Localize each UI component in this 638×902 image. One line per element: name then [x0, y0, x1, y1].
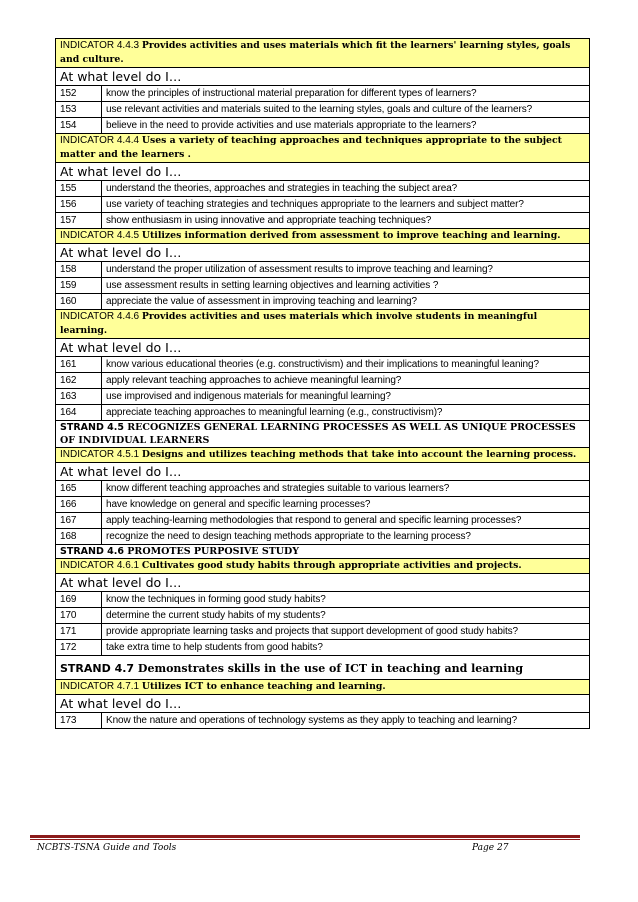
- item-text: determine the current study habits of my students?: [102, 608, 590, 624]
- table-row: [56, 181, 590, 197]
- item-text: use relevant activities and materials suited to the learning styles, goals and culture of the learners?: [102, 102, 590, 118]
- strand-description: PROMOTES PURPOSIVE STUDY: [127, 546, 300, 557]
- item-number: 167: [56, 513, 102, 529]
- indicator-cell: [56, 680, 590, 695]
- table-row: [56, 102, 590, 118]
- strand-row: [56, 545, 590, 559]
- table-row: [56, 118, 590, 134]
- assessment-page: [55, 38, 590, 729]
- item-text: believe in the need to provide activities and use materials appropriate to the learners?: [102, 118, 590, 134]
- indicator-cell: [56, 229, 590, 244]
- indicator-description: Uses a variety of teaching approaches and techniques appropriate to the subject matter and the learners .: [60, 135, 562, 160]
- table-row: [56, 357, 590, 373]
- level-question: At what level do I…: [56, 244, 590, 262]
- item-text: show enthusiasm in using innovative and appropriate teaching techniques?: [102, 213, 590, 229]
- item-text: understand the proper utilization of assessment results to improve teaching and learning?: [102, 262, 590, 278]
- table-row: [56, 197, 590, 213]
- item-text: know various educational theories (e.g. constructivism) and their implications to meaningful leaning?: [102, 357, 590, 373]
- item-text: have knowledge on general and specific learning processes?: [102, 497, 590, 513]
- table-row: [56, 640, 590, 656]
- item-text: appreciate the value of assessment in improving teaching and learning?: [102, 294, 590, 310]
- indicator-cell: [56, 39, 590, 68]
- table-row: [56, 713, 590, 729]
- item-text: provide appropriate learning tasks and projects that support development of good study habits?: [102, 624, 590, 640]
- strand-code: STRAND 4.5: [60, 422, 124, 433]
- table-row: [56, 86, 590, 102]
- level-question-row: [56, 339, 590, 357]
- indicator-row: [56, 559, 590, 574]
- item-text: use assessment results in setting learning objectives and learning activities ?: [102, 278, 590, 294]
- item-text: Know the nature and operations of technology systems as they apply to teaching and learning?: [102, 713, 590, 729]
- table-row: [56, 213, 590, 229]
- item-number: 162: [56, 373, 102, 389]
- item-text: recognize the need to design teaching methods appropriate to the learning process?: [102, 529, 590, 545]
- indicator-row: [56, 310, 590, 339]
- item-number: 155: [56, 181, 102, 197]
- indicator-row: [56, 680, 590, 695]
- indicator-cell: [56, 134, 590, 163]
- level-question-row: [56, 695, 590, 713]
- item-text: appreciate teaching approaches to meaningful learning (e.g., constructivism)?: [102, 405, 590, 421]
- strand-description: RECOGNIZES GENERAL LEARNING PROCESSES AS WELL AS UNIQUE PROCESSES OF INDIVIDUAL LEARNERS: [60, 422, 576, 446]
- strand-cell: [56, 421, 590, 448]
- indicator-row: [56, 134, 590, 163]
- table-row: [56, 373, 590, 389]
- item-number: 157: [56, 213, 102, 229]
- indicator-description: Provides activities and uses materials which fit the learners' learning styles, goals and culture.: [60, 40, 571, 65]
- indicator-description: Provides activities and uses materials which involve students in meaningful learning.: [60, 311, 538, 336]
- indicator-code: INDICATOR 4.4.5: [60, 230, 140, 241]
- level-question: At what level do I…: [56, 68, 590, 86]
- table-row: [56, 294, 590, 310]
- table-row: [56, 278, 590, 294]
- item-number: 170: [56, 608, 102, 624]
- indicator-code: INDICATOR 4.6.1: [60, 560, 140, 571]
- table-row: [56, 608, 590, 624]
- indicator-code: INDICATOR 4.4.3: [60, 40, 140, 51]
- level-question-row: [56, 244, 590, 262]
- item-number: 153: [56, 102, 102, 118]
- table-row: [56, 529, 590, 545]
- item-number: 172: [56, 640, 102, 656]
- indicator-code: INDICATOR 4.4.6: [60, 311, 140, 322]
- strand-description: Demonstrates skills in the use of ICT in teaching and learning: [137, 662, 524, 675]
- item-text: know the techniques in forming good study habits?: [102, 592, 590, 608]
- item-text: take extra time to help students from good habits?: [102, 640, 590, 656]
- indicator-description: Utilizes ICT to enhance teaching and learning.: [141, 681, 386, 692]
- level-question-row: [56, 574, 590, 592]
- table-row: [56, 405, 590, 421]
- item-number: 160: [56, 294, 102, 310]
- item-number: 159: [56, 278, 102, 294]
- indicator-row: [56, 448, 590, 463]
- item-number: 173: [56, 713, 102, 729]
- indicator-code: INDICATOR 4.7.1: [60, 681, 140, 692]
- strand-row: [56, 656, 590, 680]
- footer-rule-thin: [30, 839, 580, 840]
- table-row: [56, 624, 590, 640]
- footer-title: NCBTS-TSNA Guide and Tools: [37, 843, 177, 853]
- indicator-description: Utilizes information derived from assessment to improve teaching and learning.: [141, 230, 561, 241]
- indicator-cell: [56, 448, 590, 463]
- item-number: 164: [56, 405, 102, 421]
- item-number: 152: [56, 86, 102, 102]
- indicator-code: INDICATOR 4.4.4: [60, 135, 140, 146]
- strand-code: STRAND 4.7: [60, 662, 135, 675]
- item-text: know different teaching approaches and strategies suitable to various learners?: [102, 481, 590, 497]
- table-row: [56, 481, 590, 497]
- table-row: [56, 262, 590, 278]
- item-number: 154: [56, 118, 102, 134]
- indicator-row: [56, 39, 590, 68]
- level-question-row: [56, 463, 590, 481]
- item-number: 158: [56, 262, 102, 278]
- indicator-description: Designs and utilizes teaching methods that take into account the learning process.: [141, 449, 577, 460]
- item-number: 161: [56, 357, 102, 373]
- item-text: understand the theories, approaches and strategies in teaching the subject area?: [102, 181, 590, 197]
- level-question: At what level do I…: [56, 163, 590, 181]
- level-question: At what level do I…: [56, 463, 590, 481]
- indicator-table: [55, 38, 590, 729]
- item-number: 163: [56, 389, 102, 405]
- level-question-row: [56, 68, 590, 86]
- strand-cell: [56, 545, 590, 559]
- item-text: use improvised and indigenous materials for meaningful learning?: [102, 389, 590, 405]
- item-number: 168: [56, 529, 102, 545]
- strand-row: [56, 421, 590, 448]
- item-number: 169: [56, 592, 102, 608]
- indicator-table-body: [56, 39, 590, 729]
- item-text: know the principles of instructional material preparation for different types of learners?: [102, 86, 590, 102]
- item-text: use variety of teaching strategies and techniques appropriate to the learners and subject matter?: [102, 197, 590, 213]
- item-number: 171: [56, 624, 102, 640]
- footer-rule: [30, 835, 580, 838]
- indicator-cell: [56, 310, 590, 339]
- level-question: At what level do I…: [56, 339, 590, 357]
- table-row: [56, 497, 590, 513]
- level-question: At what level do I…: [56, 574, 590, 592]
- indicator-cell: [56, 559, 590, 574]
- item-number: 156: [56, 197, 102, 213]
- item-text: apply relevant teaching approaches to achieve meaningful learning?: [102, 373, 590, 389]
- page-number: Page 27: [472, 843, 509, 853]
- indicator-code: INDICATOR 4.5.1: [60, 449, 140, 460]
- level-question-row: [56, 163, 590, 181]
- indicator-description: Cultivates good study habits through appropriate activities and projects.: [141, 560, 522, 571]
- table-row: [56, 513, 590, 529]
- item-number: 166: [56, 497, 102, 513]
- level-question: At what level do I…: [56, 695, 590, 713]
- strand-cell: [56, 656, 590, 680]
- item-text: apply teaching-learning methodologies that respond to general and specific learning processes?: [102, 513, 590, 529]
- strand-code: STRAND 4.6: [60, 546, 124, 557]
- table-row: [56, 389, 590, 405]
- item-number: 165: [56, 481, 102, 497]
- table-row: [56, 592, 590, 608]
- indicator-row: [56, 229, 590, 244]
